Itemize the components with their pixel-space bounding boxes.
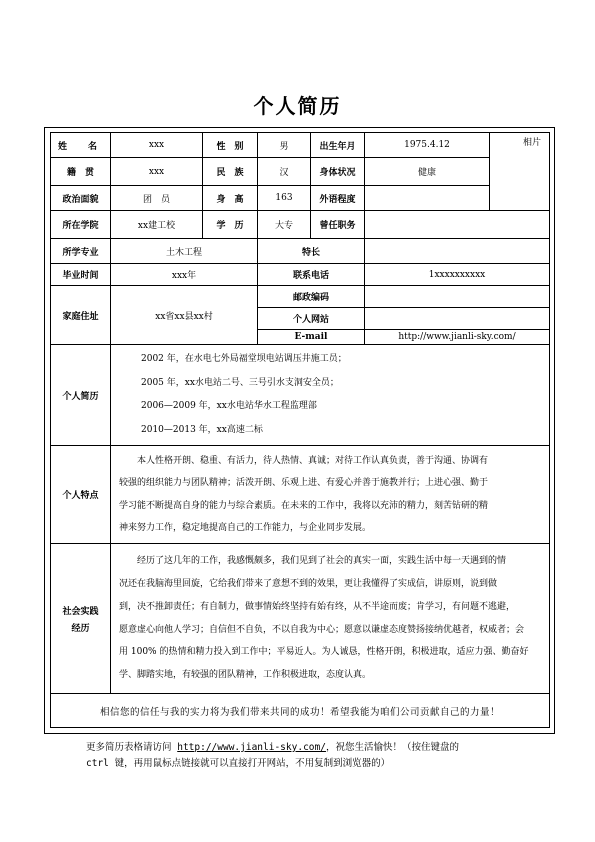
position-label: 曾任职务 bbox=[311, 211, 365, 239]
footer-prefix: 更多简历表格请访问 bbox=[86, 742, 178, 753]
traits-line: 本人性格开朗、稳重、有活力，待人热情、真诚；对待工作认真负责，善于沟通、协调有 bbox=[137, 455, 489, 466]
experience-line: 学、脚踏实地，有较强的团队精神，工作积极进取，态度认真。 bbox=[119, 669, 372, 680]
political-label: 政治面貌 bbox=[51, 186, 111, 211]
origin-value: xxx bbox=[111, 158, 203, 186]
resume-table bbox=[50, 132, 550, 728]
ethnic-value: 汉 bbox=[258, 158, 311, 186]
website-value bbox=[365, 308, 550, 330]
footer-note bbox=[86, 740, 556, 772]
postcode-value bbox=[365, 286, 550, 308]
footer-line2: ctrl 键，再用鼠标点链接就可以直接打开网站，不用复制到浏览器的） bbox=[86, 758, 391, 769]
history-list bbox=[111, 345, 550, 446]
row-major bbox=[51, 239, 550, 264]
experience-line: 用 100% 的热情和精力投入到工作中；平易近人。为人诚恳，性格开朗，积极进取，适应力强、勤奋好 bbox=[119, 647, 529, 658]
degree-value: 大专 bbox=[258, 211, 311, 239]
birth-value: 1975.4.12 bbox=[365, 133, 490, 158]
grad-value: xxx年 bbox=[111, 264, 258, 286]
specialty-label: 特长 bbox=[258, 239, 365, 264]
history-item: 2005 年，xx水电站二号、三号引水支洞安全员； bbox=[141, 377, 339, 388]
row-postcode bbox=[51, 286, 550, 308]
history-item: 2006—2009 年，xx水电站华水工程监理部 bbox=[141, 401, 317, 411]
row-experience bbox=[51, 544, 550, 694]
experience-line: 到，决不推卸责任；有自制力，做事情始终坚持有始有终，从不半途而废；肯学习，有问题不逃避， bbox=[119, 601, 516, 612]
address-value: xx省xx县xx村 bbox=[111, 286, 258, 345]
experience-line: 愿意虚心向他人学习；自信但不自负，不以自我为中心；愿意以谦虚态度赞扬接纳优越者，权威者；会 bbox=[119, 624, 525, 635]
page-title: 个人简历 bbox=[253, 94, 342, 118]
experience-label-line2: 经历 bbox=[71, 623, 90, 634]
name-value: xxx bbox=[111, 133, 203, 158]
website-label: 个人网站 bbox=[258, 308, 365, 330]
traits-text bbox=[111, 446, 550, 544]
experience-label bbox=[51, 544, 111, 694]
history-item: 2010—2013 年，xx高速二标 bbox=[141, 424, 263, 435]
major-label: 所学专业 bbox=[51, 239, 111, 264]
gender-value: 男 bbox=[258, 133, 311, 158]
height-label: 身 高 bbox=[203, 186, 258, 211]
closing-statement: 相信您的信任与我的实力将为我们带来共同的成功！希望我能为咱们公司贡献自己的力量！ bbox=[51, 694, 550, 728]
row-closing bbox=[51, 694, 550, 728]
photo-label: 相片 bbox=[522, 138, 541, 148]
language-value bbox=[365, 186, 490, 211]
birth-label: 出生年月 bbox=[311, 133, 365, 158]
history-item: 2002 年，在水电七外局福堂坝电站调压井施工员； bbox=[141, 354, 347, 364]
origin-label: 籍 贯 bbox=[51, 158, 111, 186]
grad-label: 毕业时间 bbox=[51, 264, 111, 286]
footer-suffix: ，祝您生活愉快！（按住键盘的 bbox=[325, 742, 459, 753]
address-label: 家庭住址 bbox=[51, 286, 111, 345]
row-political bbox=[51, 186, 550, 211]
row-name bbox=[51, 133, 550, 158]
row-traits bbox=[51, 446, 550, 544]
traits-label: 个人特点 bbox=[51, 446, 111, 544]
school-value: xx建工校 bbox=[111, 211, 203, 239]
traits-line: 神来努力工作，稳定地提高自己的工作能力，与企业同步发展。 bbox=[119, 522, 372, 533]
phone-value: 1xxxxxxxxxx bbox=[365, 264, 550, 286]
row-school bbox=[51, 211, 550, 239]
history-label: 个人简历 bbox=[51, 345, 111, 446]
footer-link[interactable]: http://www.jianli-sky.com/ bbox=[177, 742, 326, 753]
row-grad bbox=[51, 264, 550, 286]
traits-line: 较强的组织能力与团队精神；活泼开朗、乐观上进、有爱心并善于施教并行；上进心强、勤于 bbox=[119, 478, 489, 489]
ethnic-label: 民 族 bbox=[203, 158, 258, 186]
political-value: 团 员 bbox=[111, 186, 203, 211]
photo-placeholder bbox=[490, 133, 550, 211]
postcode-label: 邮政编码 bbox=[258, 286, 365, 308]
experience-line: 经历了这几年的工作，我感慨颇多，我们见到了社会的真实一面，实践生活中每一天遇到的情 bbox=[137, 556, 507, 567]
gender-label: 性 别 bbox=[203, 133, 258, 158]
footer-line1 bbox=[86, 740, 556, 756]
health-value: 健康 bbox=[365, 158, 490, 186]
position-value bbox=[365, 211, 550, 239]
degree-label: 学 历 bbox=[203, 211, 258, 239]
traits-line: 学习能不断提高自身的能力与综合素质。在未来的工作中，我将以充沛的精力，刻苦钻研的精 bbox=[119, 500, 489, 511]
language-label: 外语程度 bbox=[311, 186, 365, 211]
experience-text bbox=[111, 544, 550, 694]
email-label: E-mail bbox=[258, 330, 365, 345]
experience-line: 况还在我脑海里回旋，它给我们带来了意想不到的效果，更让我懂得了实成信，讲原则，说到做 bbox=[119, 579, 498, 590]
row-origin bbox=[51, 158, 550, 186]
row-history bbox=[51, 345, 550, 446]
school-label: 所在学院 bbox=[51, 211, 111, 239]
major-value: 土木工程 bbox=[111, 239, 258, 264]
name-label: 姓 名 bbox=[51, 133, 111, 158]
phone-label: 联系电话 bbox=[258, 264, 365, 286]
email-value[interactable]: http://www.jianli-sky.com/ bbox=[365, 330, 550, 345]
health-label: 身体状况 bbox=[311, 158, 365, 186]
experience-label-line1: 社会实践 bbox=[62, 606, 99, 617]
height-value: 163 bbox=[258, 186, 311, 211]
specialty-value bbox=[365, 239, 550, 264]
